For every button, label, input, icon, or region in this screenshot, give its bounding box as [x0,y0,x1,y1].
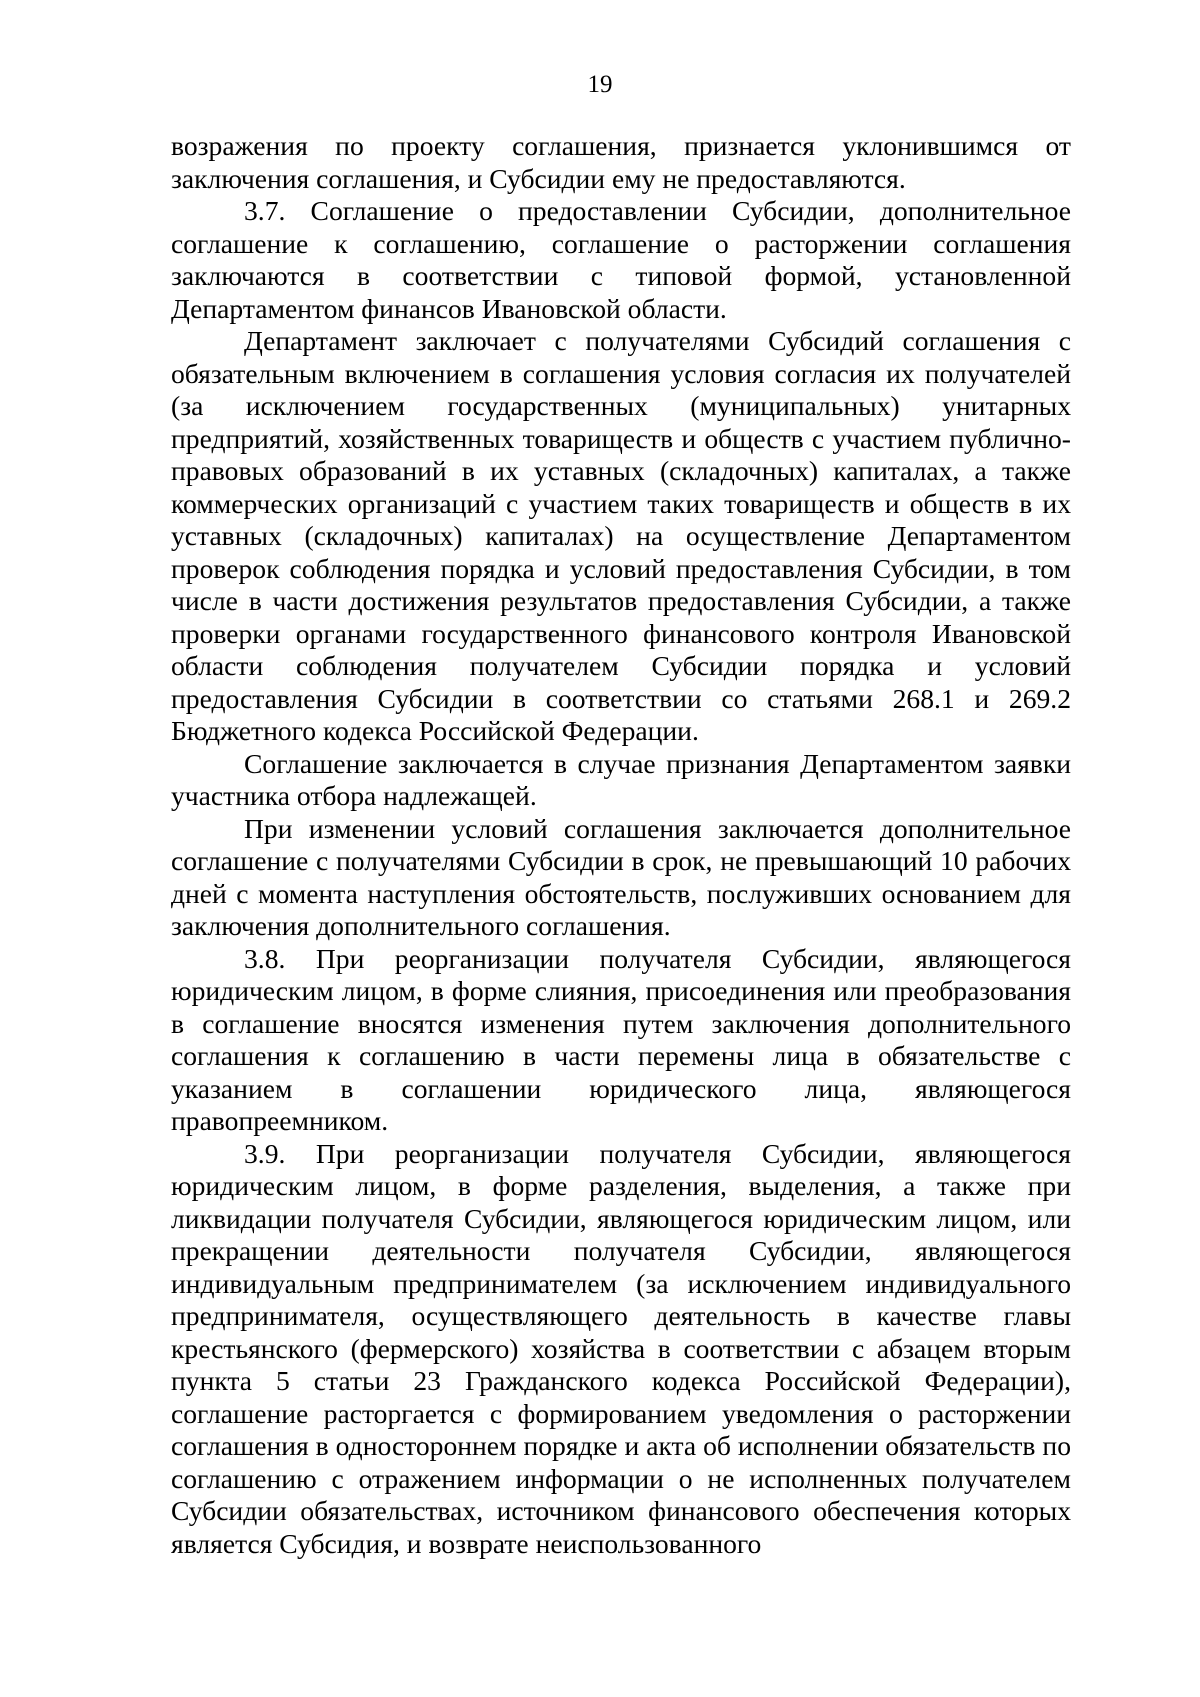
paragraph-clause-3-8: 3.8. При реорганизации получателя Субсидии, являющегося юридическим лицом, в форме слияния, присоединения или преобразования в соглашение вносятся изменения путем заключения дополнительного соглашения к соглашению в части перемены лица в обязательстве с указанием в соглашении юридического лица, являющегося правопреемником. [171,942,1071,1136]
document-body [171,130,1071,1560]
page-number: 19 [587,71,613,98]
paragraph-clause-3-7: 3.7. Соглашение о предоставлении Субсидии, дополнительное соглашение к соглашению, соглашение о расторжении соглашения заключаются в соответствии с типовой формой, установленной Департаментом финансов Ивановской области. [171,195,1071,324]
paragraph-clause-3-9: 3.9. При реорганизации получателя Субсидии, являющегося юридическим лицом, в форме разделения, выделения, а также при ликвидации получателя Субсидии, являющегося юридическим лицом, или прекращении деятельности получателя Субсидии, являющегося индивидуальным предпринимателем (за исключением индивидуального предпринимателя, осуществляющего деятельность в качестве главы крестьянского (фермерского) хозяйства в соответствии с абзацем вторым пункта 5 статьи 23 Гражданского кодекса Российской Федерации), соглашение расторгается с формированием уведомления о расторжении соглашения в одностороннем порядке и акта об исполнении обязательств по соглашению с отражением информации о не исполненных получателем Субсидии обязательствах, источником финансового обеспечения которых является Субсидия, и возврате неиспользованного [171,1137,1071,1559]
paragraph-additional-agreement: При изменении условий соглашения заключается дополнительное соглашение с получателями Субсидии в срок, не превышающий 10 рабочих дней с момента наступления обстоятельств, послуживших основанием для заключения дополнительного соглашения. [171,812,1071,941]
paragraph-agreement-conclusion: Соглашение заключается в случае признания Департаментом заявки участника отбора надлежащей. [171,747,1071,811]
paragraph-department-agreements: Департамент заключает с получателями Субсидий соглашения с обязательным включением в соглашения условия согласия их получателей (за исключением государственных (муниципальных) унитарных предприятий, хозяйственных товариществ и обществ с участием публично-правовых образований в их уставных (складочных) капиталах, а также коммерческих организаций с участием таких товариществ и обществ в их уставных (складочных) капиталах) на осуществление Департаментом проверок соблюдения порядка и условий предоставления Субсидии, в том числе в части достижения результатов предоставления Субсидии, а также проверки органами государственного финансового контроля Ивановской области соблюдения получателем Субсидии порядка и условий предоставления Субсидии в соответствии со статьями 268.1 и 269.2 Бюджетного кодекса Российской Федерации. [171,325,1071,746]
paragraph-continuation: возражения по проекту соглашения, признается уклонившимся от заключения соглашения, и Субсидии ему не предоставляются. [171,130,1071,194]
